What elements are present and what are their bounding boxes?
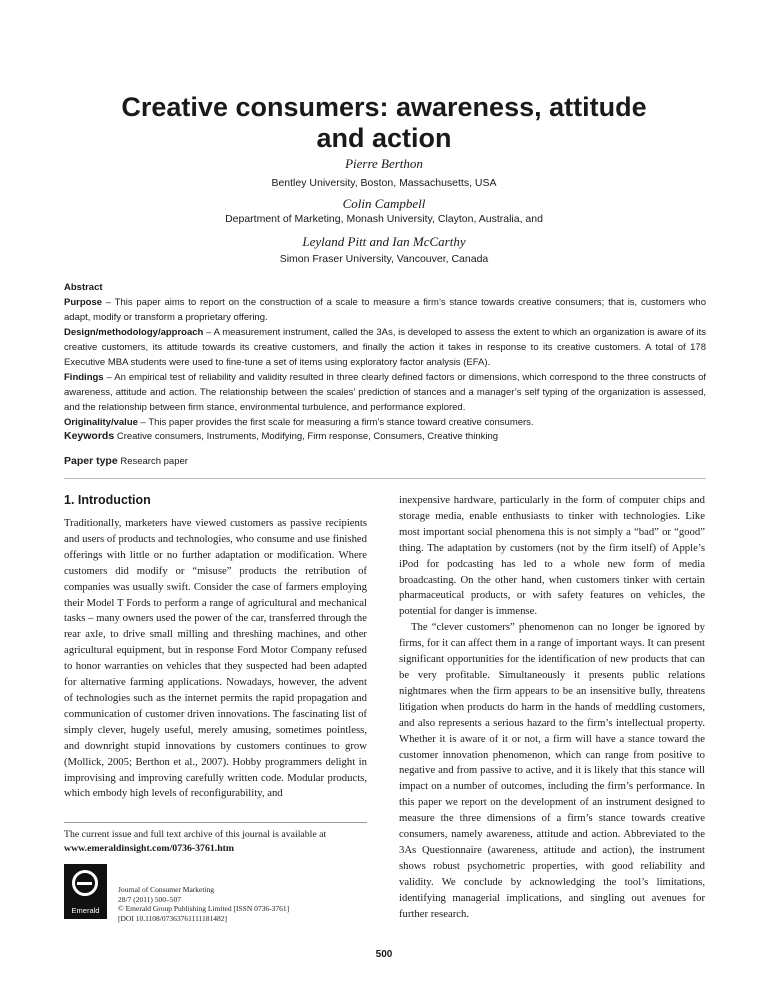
section-divider: [64, 478, 706, 479]
keywords: [64, 430, 706, 443]
publication-info: [118, 885, 289, 923]
design-label: Design/methodology/approach: [64, 327, 204, 338]
journal-name: Journal of Consumer Marketing: [118, 885, 215, 894]
doi: [DOI 10.1108/07363761111181482]: [118, 913, 228, 923]
author-name: Leyland Pitt and Ian McCarthy: [302, 234, 466, 249]
author-affiliation: Simon Fraser University, Vancouver, Canada: [279, 253, 489, 265]
keywords-value: Creative consumers, Instruments, Modifying, Firm response, Consumers, Creative thinking: [116, 431, 499, 442]
purpose-text: – This paper aims to report on the construction of a scale to measure a firm’s stance towards creative consumers; that is, customers who adapt, modify or transform a proprietary offering.: [64, 297, 706, 323]
title-line-2: and action: [316, 123, 452, 153]
footnote-text: The current issue and full text archive of this journal is available at: [64, 829, 327, 840]
purpose-label: Purpose: [64, 297, 103, 308]
author-affiliation: Bentley University, Boston, Massachusetts, USA: [271, 177, 497, 189]
keywords-label: Keywords: [64, 430, 115, 442]
design-text: – A measurement instrument, called the 3As, is developed to assess the extent to which an organization is aware of its creative customers, its attitude towards its creative customers, and finally the action it takes in response to its creative customers. A total of 178 Executive MBA students were used to fine-tune a set of items using exploratory factor analysis (EFA).: [64, 327, 706, 368]
paper-type-value: Research paper: [120, 456, 188, 467]
body-paragraph: Traditionally, marketers have viewed customers as passive recipients and users of products and technologies, who consume and use finished offerings with little or no further adaptation or modification. Where customers did modify or “misuse” products the retribution of companies was usually swift. Consider the case of farmers employing their Model T Fords to perform a range of agricultural and mechanical tasks – many owners used the power of the car, transferred through the rear axle, to drive small milling and threshing machines, and other agricultural equipment, but in response Ford Motor Company refused to honor warranties on vehicles that they suspected had been adapted for alternative farming applications. Nowadays, however, the advent of technologies such as the internet permits the rapid propagation and communication of customer driven innovations. The fascinating list of simply clever, hugely useful, merely amusing, sometimes pointless, and downright stupid innovations by customers continues to grow (Mollick, 2005; Berthon et al., 2007). Hobby programmers delight in improvising and improving carefully written code. Modular products, which embody high levels of reconfigurability, and: [64, 517, 367, 800]
paper-type: [64, 455, 706, 468]
body-paragraph: The “clever customers” phenomenon can no longer be ignored by firms, for it can affect them in a range of important ways. It can present significant opportunities for the identification of new products that can be very profitable. Simultaneously it presents public relations nightmares when the firm appears to be an insensitive bully, threatens litigation when products do harm in the hands of meddling customers, and also represents a serious hazard to the firm’s intellectual property. Whether it is aware of it or not, a firm will have a stance toward the customer innovation phenomenon, which can range from positive to negative and from passive to active, and it is likely that this stance will impact on a number of outcomes, including the firm’s performance. In this paper we report on the development of an instrument designed to measure the three dimensions of a firm’s stance towards creative consumers, namely awareness, attitude and action. Abbreviated to the 3As Questionnaire (awareness, attitude and action), the instrument shows robust psychometric properties, with good reliability and validity. We conclude by acknowledging the tool’s limitations, identifying managerial implications, and singling out avenues for further research.: [399, 621, 705, 920]
originality-label: Originality/value: [64, 417, 138, 428]
journal-url-link[interactable]: www.emeraldinsight.com/0736-3761.htm: [64, 843, 235, 854]
author-name: Pierre Berthon: [345, 156, 423, 171]
author-name: Colin Campbell: [342, 196, 426, 211]
body-paragraph: inexpensive hardware, particularly in the form of computer chips and storage media, enable enthusiasts to tinker with technologies. Like most important social phenomena this is not simply a “bad” or “good” thing. The adaptation by customers (not by the firm itself) of Apple’s iPod for podcasting has led to a whole new form of media broadcasting. On the other hand, when customers tinker with certain pharmaceutical products, or with safety features on vehicles, the potential for danger is immense.: [399, 494, 705, 618]
body-column-right: [399, 493, 705, 922]
paper-title: [64, 92, 704, 154]
title-line-1: Creative consumers: awareness, attitude: [121, 92, 647, 122]
body-column-left: [64, 516, 367, 802]
section-heading: 1. Introduction: [64, 493, 151, 507]
footnote: [64, 828, 367, 856]
page-number: 500: [375, 949, 393, 960]
findings-text: – An empirical test of reliability and validity resulted in three clearly defined factors or dimensions, which correspond to the three constructs of awareness, attitude and action. The relationship between the scales’ prediction of stances and a manager’s self typing of the organization is assessed, and the relationship between firm stance, environmental turbulence, and performance explored.: [64, 372, 706, 413]
emerald-e-icon: [72, 870, 98, 896]
abstract-heading: Abstract: [64, 282, 103, 293]
emerald-logo: [64, 864, 107, 919]
findings-label: Findings: [64, 372, 104, 383]
originality-text: – This paper provides the first scale for measuring a firm’s stance toward creative consumers.: [137, 417, 534, 428]
abstract: [64, 280, 706, 430]
paper-type-label: Paper type: [64, 455, 118, 467]
footnote-rule: [64, 822, 367, 823]
logo-text: Emerald: [71, 906, 100, 915]
author-affiliation: Department of Marketing, Monash University, Clayton, Australia, and: [225, 213, 543, 225]
journal-volume: 28/7 (2011) 500–507: [118, 894, 182, 904]
publisher-line: © Emerald Group Publishing Limited [ISSN 0736-3761]: [118, 904, 290, 913]
